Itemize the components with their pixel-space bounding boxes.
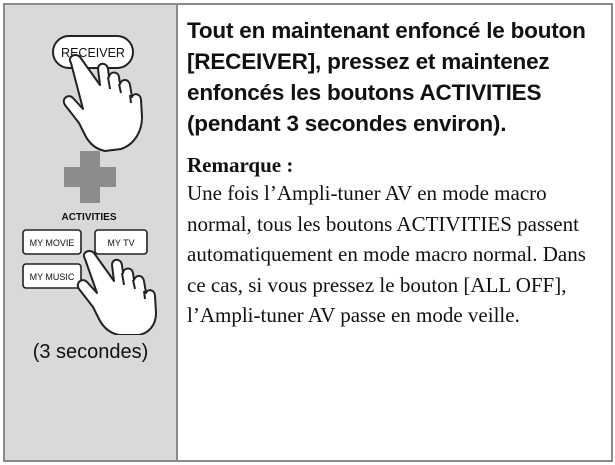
my-tv-label: MY TV (107, 238, 135, 248)
receiver-button (53, 36, 133, 68)
my-tv-button (95, 230, 147, 254)
text-panel (187, 15, 607, 331)
note-title: Remarque : (187, 153, 294, 177)
receiver-button-label: RECEIVER (61, 46, 125, 60)
my-movie-button (23, 230, 81, 254)
my-movie-label: MY MOVIE (29, 238, 75, 248)
instruction-box (3, 3, 613, 462)
remote-illustration (5, 5, 176, 335)
duration-caption: (3 secondes) (32, 341, 149, 363)
illustration-panel (5, 5, 178, 460)
plus-icon (64, 151, 116, 203)
activities-label: ACTIVITIES (61, 212, 117, 223)
my-music-button (23, 264, 81, 288)
hand-icon (78, 251, 156, 335)
note-body: Une fois l’Ampli-tuner AV en mode macro normal, tous les boutons ACTIVITIES passent automatiquement en mode macro normal. Dans ce cas, si vous pressez le bouton [ALL OFF], l’Ampli-tuner AV passe en mode veille. (187, 181, 586, 327)
my-music-label: MY MUSIC (29, 272, 75, 282)
hand-icon (64, 55, 142, 151)
instruction-text: Tout en maintenant enfoncé le bouton [RECEIVER], pressez et maintenez enfoncés les boutons ACTIVITIES (pendant 3 secondes environ). (187, 18, 586, 136)
